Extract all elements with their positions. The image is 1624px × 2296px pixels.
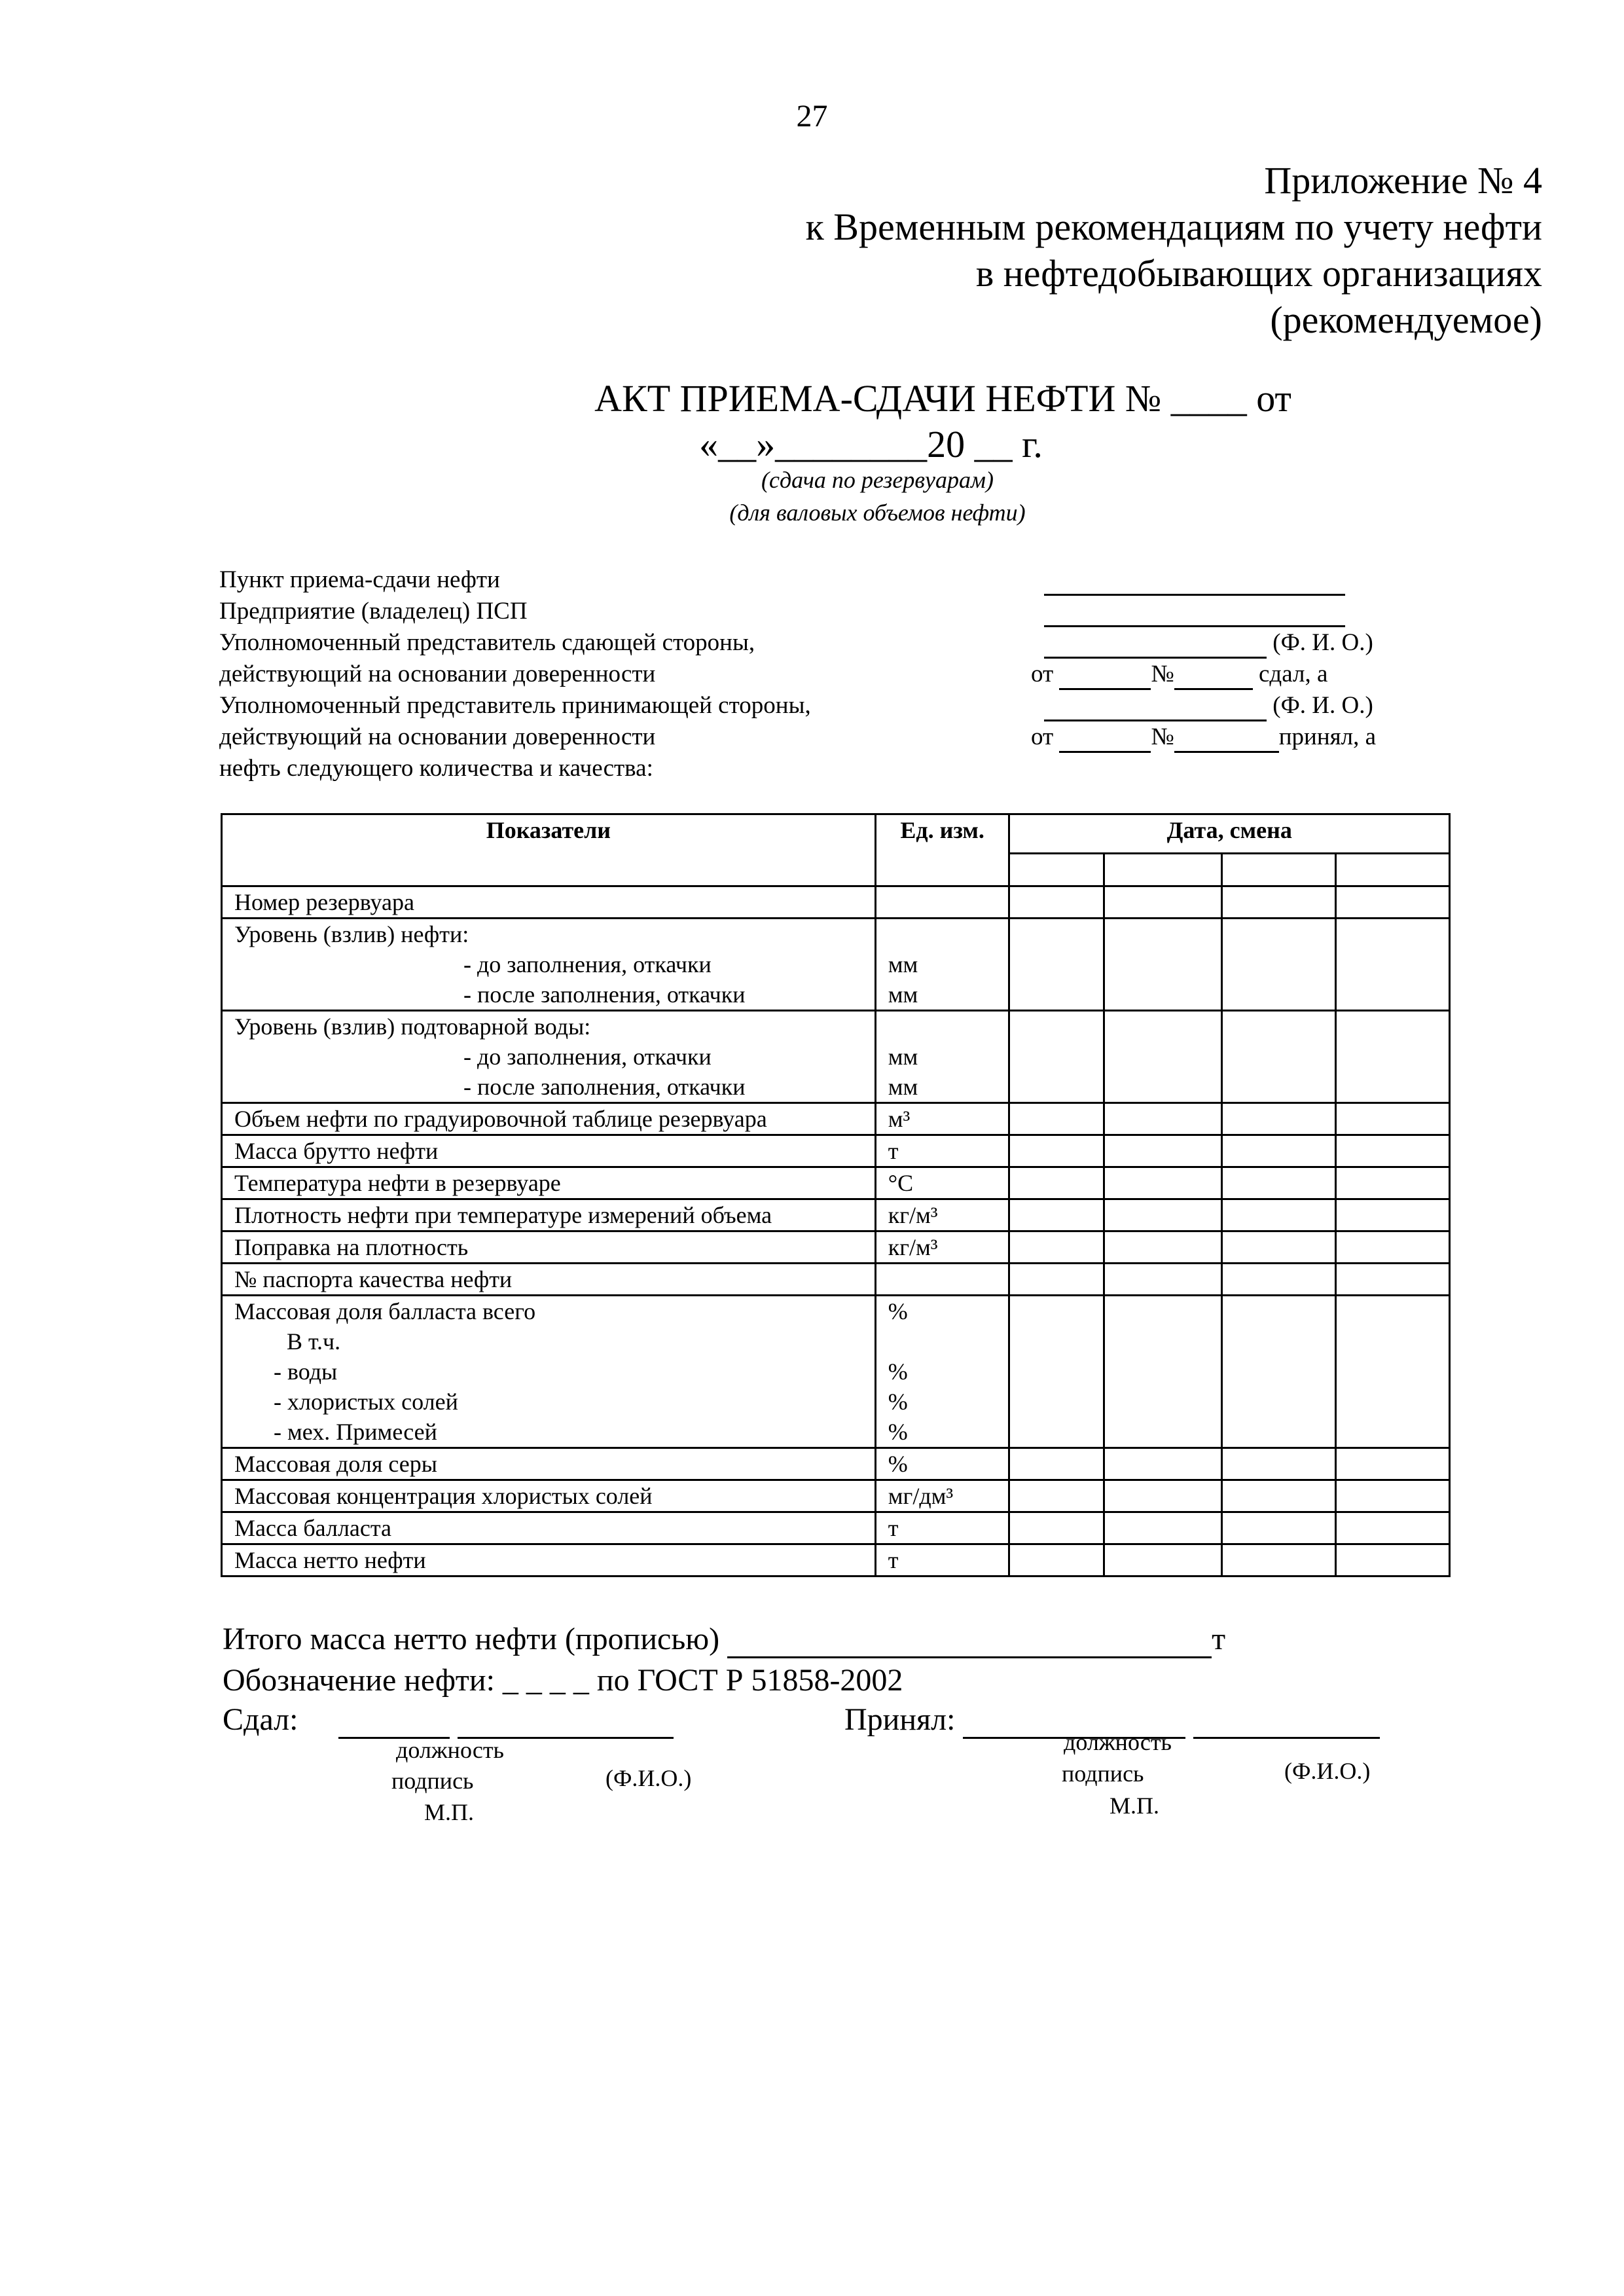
cell[interactable] [1336,854,1450,886]
row-label-group [222,1011,876,1103]
blank-line[interactable] [1044,572,1345,596]
row-unit: т [875,1512,1009,1544]
cell[interactable] [1221,1264,1336,1296]
right-position-label: должность [1064,1729,1172,1755]
info-line: Уполномоченный представитель сдающей стороны, [219,629,755,656]
blank-line[interactable] [1193,1708,1380,1739]
blank-line[interactable] [1174,666,1253,690]
cell[interactable] [1336,1011,1450,1103]
cell[interactable] [1336,1448,1450,1480]
cell[interactable] [1104,1296,1222,1448]
cell[interactable] [1009,1480,1104,1512]
right-fio-label: (Ф.И.О.) [1284,1758,1371,1784]
row-unit [888,1011,997,1042]
cell[interactable] [1221,919,1336,1011]
info-line: Предприятие (владелец) ПСП [219,598,528,625]
row-sublabel: - воды [274,1358,338,1385]
row-unit: % [888,1298,908,1324]
cell[interactable] [1009,1167,1104,1199]
cell[interactable] [1104,1264,1222,1296]
row-unit: мм [888,1074,918,1100]
row-unit-group [875,919,1009,1011]
right-mp-label: М.П. [1110,1793,1160,1819]
row-unit: кг/м³ [875,1199,1009,1231]
cell[interactable] [1009,886,1104,919]
act-subtitle-1: (сдача по резервуарам) [761,467,994,493]
row-unit: мм [888,951,918,977]
cell[interactable] [1221,1135,1336,1167]
blank-line[interactable] [338,1708,450,1739]
cell[interactable] [1336,1231,1450,1264]
sdal-label: Сдал: [223,1702,298,1737]
row-label: Плотность нефти при температуре измерений объема [222,1199,876,1231]
row-label: Уровень (взлив) подтоварной воды: [234,1013,591,1040]
row-sublabel: - после заполнения, откачки [463,981,746,1008]
cell[interactable] [1104,1544,1222,1576]
cell[interactable] [1009,1103,1104,1135]
cell[interactable] [1336,1480,1450,1512]
cell[interactable] [1009,1296,1104,1448]
appendix-line-4: (рекомендуемое) [1270,299,1542,341]
cell[interactable] [1009,1135,1104,1167]
cell[interactable] [1221,1231,1336,1264]
cell[interactable] [1104,1011,1222,1103]
row-unit: т [875,1135,1009,1167]
row-unit: м³ [875,1103,1009,1135]
cell[interactable] [1009,1512,1104,1544]
blank-line[interactable] [458,1708,674,1739]
cell[interactable] [1009,919,1104,1011]
cell[interactable] [1221,1480,1336,1512]
row-label: Массовая концентрация хлористых солей [222,1480,876,1512]
appendix-line-2: к Временным рекомендациям по учету нефти [805,206,1542,248]
info-line: Уполномоченный представитель принимающей стороны, [219,692,811,719]
act-title: АКТ ПРИЕМА-СДАЧИ НЕФТИ № ____ от [594,377,1291,420]
cell[interactable] [1336,1512,1450,1544]
row-label: Массовая доля балласта всего [234,1298,536,1324]
sdal-line [223,1701,674,1739]
row-sublabel: - хлористых солей [274,1389,458,1415]
fio-label: (Ф. И. О.) [1272,629,1373,656]
act-date: «__»________20 __ г. [699,423,1043,465]
cell[interactable] [1336,1135,1450,1167]
row-sublabel: - мех. Примесей [274,1419,437,1445]
blank-line[interactable] [1174,729,1279,753]
cell[interactable] [1336,1296,1450,1448]
row-label: Массовая доля серы [222,1448,876,1480]
row-sublabel: - после заполнения, откачки [463,1074,746,1100]
prinyal-label: Принял: [844,1702,956,1737]
cell[interactable] [1009,1264,1104,1296]
row-unit: % [875,1448,1009,1480]
row-label: Масса нетто нефти [222,1544,876,1576]
left-mp-label: М.П. [424,1799,475,1825]
blank-line[interactable] [1044,697,1267,721]
row-label: № паспорта качества нефти [222,1264,876,1296]
act-subtitle-2: (для валовых объемов нефти) [729,500,1026,526]
right-sign-label: подпись [1062,1760,1144,1787]
cell[interactable] [1104,1103,1222,1135]
row-unit-group [875,1296,1009,1448]
cell[interactable] [1104,1167,1222,1199]
fio-label: (Ф. И. О.) [1272,692,1373,719]
cell[interactable] [1221,1011,1336,1103]
row-label: Температура нефти в резервуаре [222,1167,876,1199]
info-left-block [219,564,811,784]
no-label: № [1151,661,1174,687]
left-position-label: должность [396,1737,504,1763]
designation-label: Обозначение нефти: [223,1663,495,1698]
gost-label: по ГОСТ Р 51858-2002 [596,1663,903,1698]
row-unit [888,919,997,949]
cell[interactable] [1104,854,1222,886]
total-label: Итого масса нетто нефти (прописью) [223,1622,720,1656]
row-label: Объем нефти по градуировочной таблице резервуара [222,1103,876,1135]
cell[interactable] [1104,886,1222,919]
total-line [223,1620,1225,1658]
info-line: действующий на основании доверенности [219,661,656,687]
ot-label: от [1031,723,1054,750]
cell[interactable] [1009,1544,1104,1576]
row-unit: °С [875,1167,1009,1199]
row-sublabel: - до заполнения, откачки [463,951,712,977]
row-unit: т [875,1544,1009,1576]
no-label: № [1151,723,1174,750]
cell[interactable] [1104,1231,1222,1264]
appendix-line-1: Приложение № 4 [1264,159,1542,202]
row-unit: кг/м³ [875,1231,1009,1264]
cell[interactable] [1104,919,1222,1011]
cell[interactable] [1221,1167,1336,1199]
cell[interactable] [1221,1296,1336,1448]
cell[interactable] [1336,886,1450,919]
designation-dash[interactable]: _ _ _ _ [502,1663,589,1698]
info-line: действующий на основании доверенности [219,723,656,750]
header-indicator: Показатели [222,814,876,886]
total-blank[interactable] [727,1628,1212,1658]
cell[interactable] [1336,919,1450,1011]
sdal-label: сдал, а [1259,661,1328,687]
cell[interactable] [1009,1448,1104,1480]
cell[interactable] [1104,1135,1222,1167]
cell[interactable] [1221,1448,1336,1480]
row-unit: % [888,1419,908,1445]
cell[interactable] [1221,1103,1336,1135]
cell[interactable] [1336,1103,1450,1135]
row-label: Уровень (взлив) нефти: [234,921,469,947]
cell[interactable] [1336,1264,1450,1296]
info-line: нефть следующего количества и качества: [219,755,653,782]
cell[interactable] [1221,854,1336,886]
page-number: 27 [796,99,828,134]
cell[interactable] [1104,1199,1222,1231]
cell[interactable] [1104,1512,1222,1544]
row-sublabel: - до заполнения, откачки [463,1044,712,1070]
blank-line[interactable] [1059,729,1151,753]
cell[interactable] [1221,886,1336,919]
cell[interactable] [1221,1544,1336,1576]
blank-line[interactable] [1044,603,1345,627]
row-label-group [222,1296,876,1448]
appendix-header [806,157,1542,343]
row-label: Масса брутто нефти [222,1135,876,1167]
row-unit: мм [888,981,918,1008]
row-unit-group [875,1011,1009,1103]
row-unit: мм [888,1044,918,1070]
cell[interactable] [1104,1448,1222,1480]
cell[interactable] [1009,1199,1104,1231]
left-sign-label: подпись [391,1768,474,1794]
cell[interactable] [1104,1480,1222,1512]
row-unit: мг/дм³ [875,1480,1009,1512]
header-unit: Ед. изм. [875,814,1009,886]
header-date-shift: Дата, смена [1009,814,1450,854]
row-unit [875,1264,1009,1296]
left-fio-label: (Ф.И.О.) [605,1765,692,1791]
cell[interactable] [1009,1011,1104,1103]
row-unit [888,1326,997,1357]
designation-line [223,1662,903,1700]
blank-line[interactable] [1044,634,1267,659]
info-right-block [1031,564,1437,753]
row-subhead: В т.ч. [287,1328,341,1355]
info-line: Пункт приема-сдачи нефти [219,566,500,593]
cell[interactable] [1009,854,1104,886]
cell[interactable] [1221,1512,1336,1544]
row-unit [875,886,1009,919]
row-label-group [222,919,876,1011]
cell[interactable] [1009,1231,1104,1264]
row-label: Поправка на плотность [222,1231,876,1264]
blank-line[interactable] [1059,666,1151,690]
row-label: Масса балласта [222,1512,876,1544]
quality-table [221,813,1451,1577]
row-unit: % [888,1358,908,1385]
row-label: Номер резервуара [222,886,876,919]
appendix-line-3: в нефтедобывающих организациях [975,252,1542,295]
ot-label: от [1031,661,1054,687]
row-unit: % [888,1389,908,1415]
cell[interactable] [1336,1199,1450,1231]
cell[interactable] [1336,1544,1450,1576]
total-unit: т [1212,1622,1226,1656]
cell[interactable] [1336,1167,1450,1199]
prinyal-label: принял, а [1278,723,1377,750]
cell[interactable] [1221,1199,1336,1231]
